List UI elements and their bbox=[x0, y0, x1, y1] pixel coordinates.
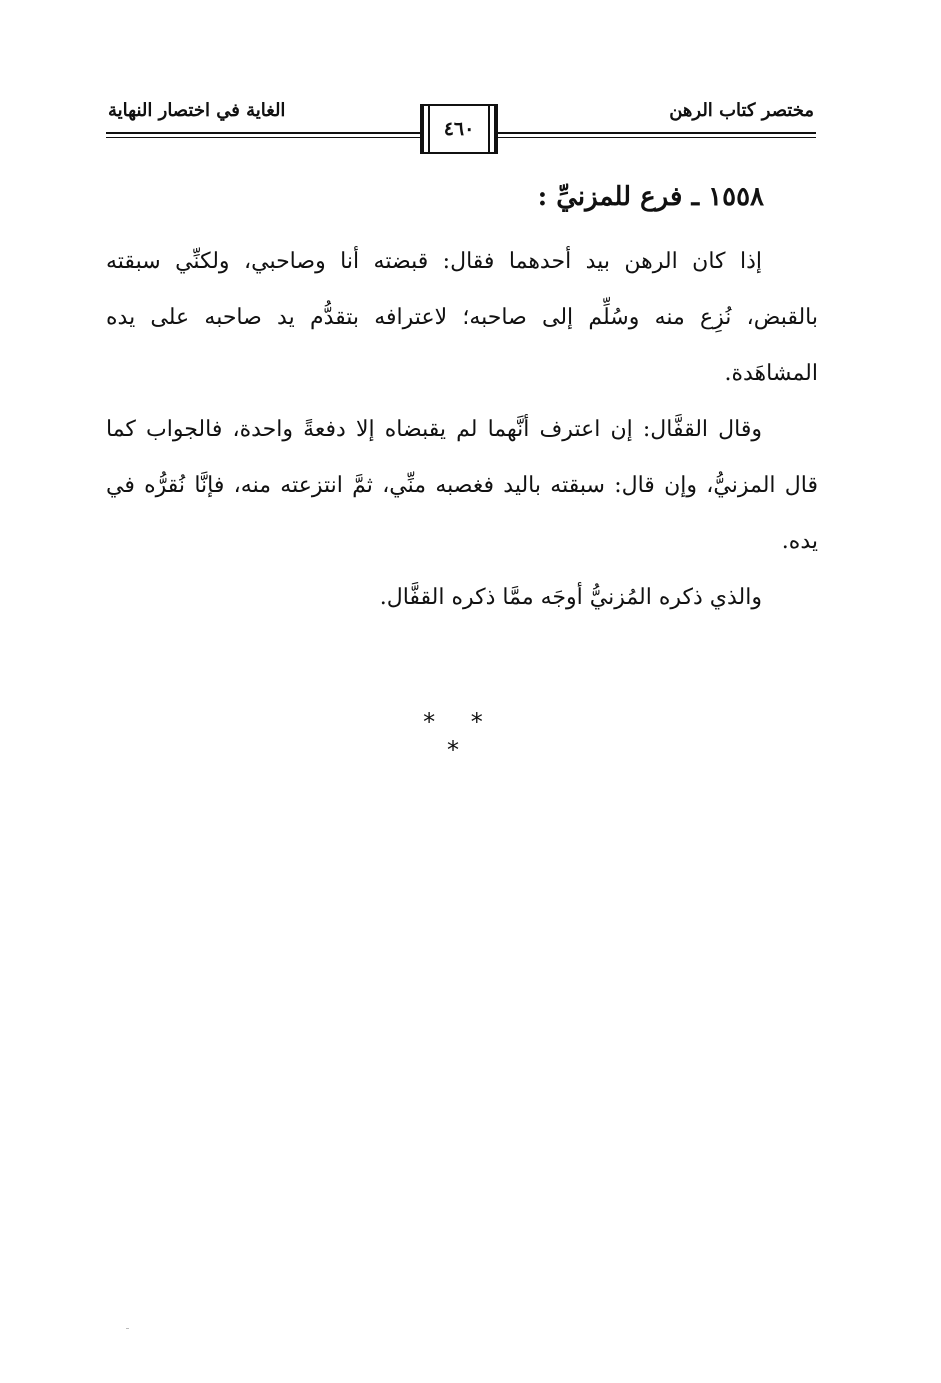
body-paragraph: إذا كان الرهن بيد أحدهما فقال: قبضته أنا وصاحبي، ولكنِّي سبقته بالقبض، نُزِع منه وسُلِّم إلى صاحبه؛ لاعترافه بتقدُّم يد صاحبه على يده المشاهَدة. bbox=[106, 249, 818, 386]
frame-bar bbox=[488, 104, 490, 154]
section-heading: ١٥٥٨ ـ فرع للمزنيِّ : bbox=[537, 182, 764, 212]
header-rule bbox=[498, 132, 816, 134]
frame-cap bbox=[420, 104, 498, 106]
frame-bar bbox=[420, 104, 424, 154]
section-separator: * * * bbox=[423, 708, 497, 764]
running-header-chapter-title: مختصر كتاب الرهن bbox=[669, 100, 814, 121]
page-number-frame bbox=[420, 104, 498, 154]
header-rule bbox=[498, 137, 816, 138]
header-rule bbox=[106, 137, 422, 138]
page-number: ٤٦٠ bbox=[443, 118, 475, 140]
body-paragraph: وقال القفَّال: إن اعترف أنَّهما لم يقبضاه إلا دفعةً واحدة، فالجواب كما قال المزنيُّ، وإن قال: سبقته باليد فغصبه منِّي، ثمَّ انتزعته منه، فإنَّا نُقرُّه في يده. bbox=[106, 417, 818, 554]
frame-cap bbox=[420, 152, 498, 154]
frame-bar bbox=[494, 104, 498, 154]
running-header-book-title: الغاية في اختصار النهاية bbox=[108, 100, 286, 121]
header-rule bbox=[106, 132, 422, 134]
frame-bar bbox=[428, 104, 430, 154]
scan-mark bbox=[126, 1328, 129, 1329]
body-paragraph: والذي ذكره المُزنيُّ أوجَه ممَّا ذكره القفَّال. bbox=[379, 585, 762, 610]
